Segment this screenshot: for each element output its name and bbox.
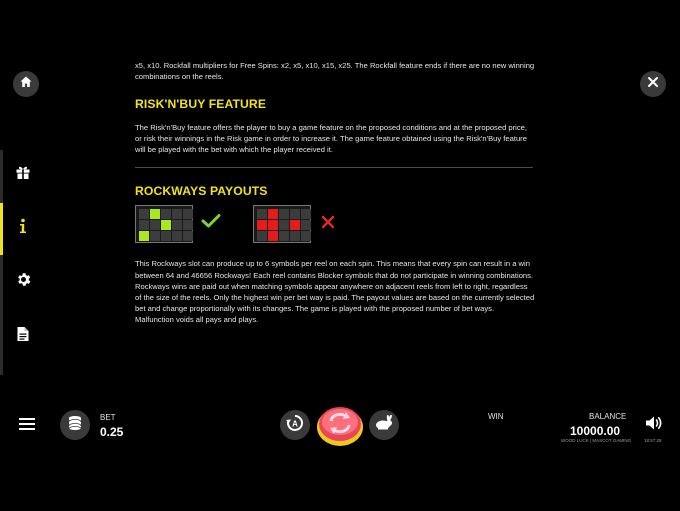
highlighted-cell: [290, 220, 300, 230]
grid-cell: [290, 209, 300, 219]
speaker-icon: [645, 415, 663, 431]
grid-cell: [279, 209, 289, 219]
autoplay-icon: [285, 413, 305, 438]
riskbuy-heading: RISK'N'BUY FEATURE: [135, 97, 267, 112]
winning-example-grid: [135, 205, 193, 243]
losing-example-grid: [253, 205, 311, 243]
grid-cell: [257, 231, 267, 241]
grid-cell: [301, 209, 311, 219]
rabbit-icon: [374, 415, 394, 436]
bet-button[interactable]: [60, 410, 90, 440]
checkmark-icon: [201, 213, 221, 232]
grid-cell: [183, 209, 193, 219]
highlighted-cell: [150, 209, 160, 219]
home-button[interactable]: [13, 71, 39, 97]
balance-value: 10000.00: [570, 424, 621, 438]
intro-paragraph: x5, x10. Rockfall multipliers for Free Spins: x2, x5, x10, x15, x25. The Rockfall feature ends if there are no new winning combinations on the reels.: [135, 61, 535, 82]
document-icon: [16, 326, 30, 347]
highlighted-cell: [268, 231, 278, 241]
menu-button[interactable]: [19, 417, 35, 436]
side-item-history[interactable]: [10, 323, 36, 349]
footer-clock: 18:57:28: [644, 438, 662, 443]
sound-button[interactable]: [645, 415, 663, 436]
side-item-info[interactable]: [10, 215, 36, 241]
autoplay-button[interactable]: [280, 410, 310, 440]
coins-icon: [66, 414, 84, 437]
side-item-settings[interactable]: [10, 269, 36, 295]
section-divider: [135, 167, 533, 168]
grid-cell: [161, 231, 171, 241]
grid-cell: [257, 209, 267, 219]
grid-cell: [172, 231, 182, 241]
footer-game-name: WOOD LUCK | MASCOT GAMING: [561, 438, 632, 443]
highlighted-cell: [268, 209, 278, 219]
bet-value: 0.25: [100, 425, 124, 439]
highlighted-cell: [257, 220, 267, 230]
riskbuy-paragraph: The Risk'n'Buy feature offers the player to buy a game feature on the proposed conditions and at the proposed price, or risk their winnings in the Risk game in order to increase it. The game feature obtained using the Risk'n'Buy feature will be played with the bet with which the player received it.: [135, 122, 527, 155]
turbo-button[interactable]: [369, 410, 399, 440]
grid-cell: [279, 220, 289, 230]
side-rail: [0, 150, 3, 375]
grid-cell: [161, 209, 171, 219]
home-icon: [19, 75, 33, 94]
grid-cell: [172, 209, 182, 219]
highlighted-cell: [268, 220, 278, 230]
menu-icon: [19, 417, 35, 431]
close-button[interactable]: [640, 71, 666, 97]
grid-cell: [183, 220, 193, 230]
grid-cell: [139, 209, 149, 219]
grid-cell: [150, 220, 160, 230]
grid-cell: [183, 231, 193, 241]
rules-content: [135, 60, 535, 326]
rockways-paragraph: This Rockways slot can produce up to 6 symbols per reel on each spin. This means that every spin can result in a win between 64 and 46656 Rockways! Each reel contains Blocker symbols that do not participate in winning combinations. Rockways wins are paid out when matching symbols appear anywhere on adjacent reels from left to right, regardless of the size of the reels. Only the highest win per bet way is paid. The payout values are based on the currently selected bet and change proportionally with its changes. The game is played with the proposed number of bet ways. Malfunction voids all pays and plays.: [135, 259, 535, 325]
side-item-gifts[interactable]: [10, 161, 36, 187]
balance-label: BALANCE: [589, 412, 627, 421]
grid-cell: [301, 231, 311, 241]
highlighted-cell: [139, 231, 149, 241]
win-label: WIN: [488, 412, 504, 421]
grid-cell: [172, 220, 182, 230]
spin-button[interactable]: [316, 403, 364, 447]
rockways-examples: [135, 197, 535, 249]
grid-cell: [150, 231, 160, 241]
bet-label: BET: [100, 413, 116, 422]
gear-icon: [15, 271, 32, 293]
svg-text:A: A: [292, 419, 298, 428]
grid-cell: [279, 231, 289, 241]
close-icon: [647, 75, 659, 93]
info-icon: [15, 217, 31, 240]
grid-cell: [139, 220, 149, 230]
grid-cell: [301, 220, 311, 230]
gift-icon: [15, 164, 31, 185]
bottom-bar: [0, 395, 680, 455]
grid-cell: [290, 231, 300, 241]
side-rail-active-indicator: [0, 203, 3, 255]
cross-icon: [321, 215, 335, 232]
rockways-heading: ROCKWAYS PAYOUTS: [135, 184, 268, 199]
highlighted-cell: [161, 220, 171, 230]
